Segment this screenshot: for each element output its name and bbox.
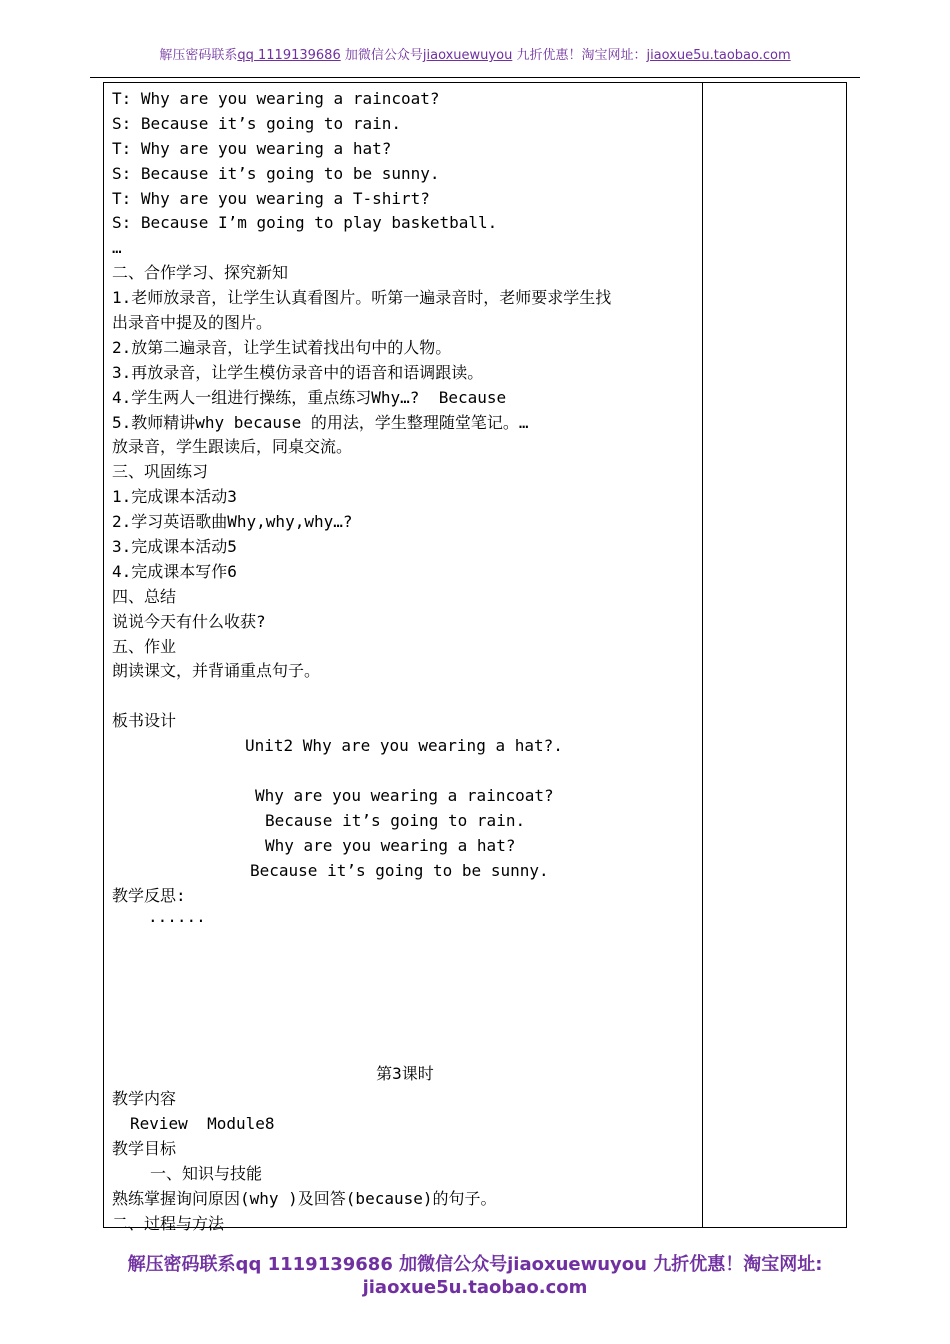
board-unit-title: Unit2 Why are you wearing a hat?.	[245, 736, 563, 756]
section3-title: 三、巩固练习	[112, 462, 209, 482]
board-line: Why are you wearing a raincoat?	[255, 785, 554, 805]
board-design-title: 板书设计	[112, 711, 177, 731]
dialogue-line: T: Why are you wearing a raincoat?	[112, 89, 440, 108]
board-line: Why are you wearing a hat?	[265, 835, 516, 855]
section2-title: 二、合作学习、探究新知	[112, 263, 289, 283]
section2-item: 出录音中提及的图片。	[112, 313, 273, 333]
blank-line	[112, 759, 698, 784]
header-shop[interactable]: jiaoxue5u.taobao.com	[646, 48, 791, 63]
footer-line-1: 解压密码联系qq 1119139686 加微信公众号jiaoxuewuyou 九折优惠！淘宝网址:	[127, 1254, 823, 1275]
dialogue-line: S: Because it’s going to rain.	[112, 113, 401, 133]
dialogue-line: T: Why are you wearing a hat?	[112, 138, 392, 158]
lesson3-title: 第3课时	[376, 1064, 434, 1084]
footer-promo	[0, 1253, 950, 1299]
teach-goal-label: 教学目标	[112, 1138, 177, 1158]
header-divider	[90, 77, 860, 78]
footer-shop-link[interactable]: jiaoxue5u.taobao.com	[362, 1277, 588, 1298]
blank-space	[112, 933, 698, 1062]
section2-item: 2.放第二遍录音，让学生试着找出句中的人物。	[112, 337, 452, 357]
header-prefix: 解压密码联系	[159, 48, 238, 63]
section4-title: 四、总结	[112, 586, 177, 606]
notes-column-divider	[702, 83, 703, 1227]
header-wechat[interactable]: jiaoxuewuyou	[422, 48, 513, 63]
lesson-plan-table	[103, 82, 847, 1233]
section3-item: 2.学习英语歌曲Why,why,why…?	[112, 512, 353, 532]
reflection-title: 教学反思:	[112, 885, 186, 905]
section4-text: 说说今天有什么收获?	[112, 611, 266, 631]
section5-title: 五、作业	[112, 636, 177, 656]
goal2-title: 二、过程与方法	[112, 1213, 225, 1233]
header-qq[interactable]: qq 1119139686	[237, 48, 341, 63]
teach-content-value: Review Module8	[130, 1114, 275, 1134]
section5-text: 朗读课文，并背诵重点句子。	[112, 661, 321, 681]
section2-item: 3.再放录音，让学生模仿录音中的语音和语调跟读。	[112, 362, 484, 382]
dialogue-ellipsis: …	[112, 238, 122, 258]
dialogue-line: S: Because it’s going to be sunny.	[112, 163, 440, 183]
section2-item: 放录音，学生跟读后，同桌交流。	[112, 437, 353, 457]
goal1-text: 熟练掌握询问原因(why )及回答(because)的句子。	[112, 1188, 497, 1208]
header-middle: 加微信公众号	[340, 48, 423, 63]
goal1-title: 一、知识与技能	[150, 1163, 263, 1183]
section2-item: 1.老师放录音，让学生认真看图片。听第一遍录音时，老师要求学生找	[112, 288, 612, 308]
blank-line	[112, 684, 698, 709]
section3-item: 1.完成课本活动3	[112, 487, 237, 507]
lesson-content-cell	[112, 87, 698, 1237]
reflection-dots: ......	[148, 907, 206, 927]
header-promo-link[interactable]	[0, 44, 950, 63]
section2-item: 4.学生两人一组进行操练，重点练习Why…? Because	[112, 387, 507, 407]
teach-content-label: 教学内容	[112, 1089, 177, 1109]
board-line: Because it’s going to be sunny.	[250, 860, 549, 880]
section2-item: 5.教师精讲why because 的用法，学生整理随堂笔记。…	[112, 412, 529, 432]
dialogue-line: S: Because I’m going to play basketball.	[112, 213, 498, 233]
section3-item: 4.完成课本写作6	[112, 561, 237, 581]
dialogue-line: T: Why are you wearing a T-shirt?	[112, 188, 430, 208]
header-discount: 九折优惠！淘宝网址：	[512, 48, 647, 63]
section3-item: 3.完成课本活动5	[112, 537, 237, 557]
board-line: Because it’s going to rain.	[265, 810, 526, 830]
